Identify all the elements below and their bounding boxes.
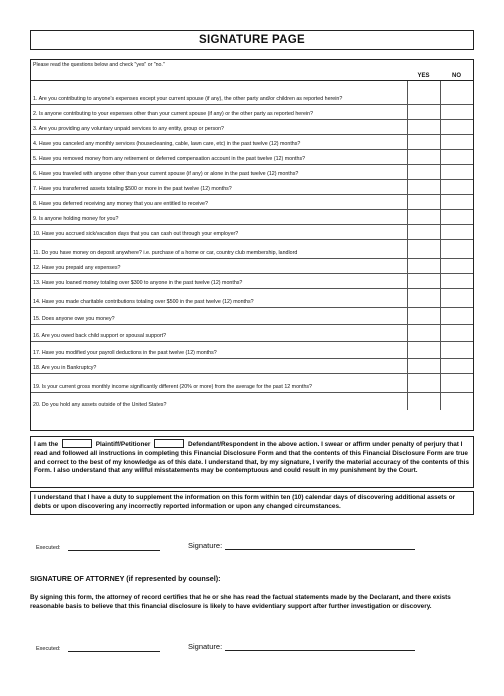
no-checkbox[interactable] bbox=[440, 81, 473, 104]
no-checkbox[interactable] bbox=[440, 274, 473, 288]
yes-checkbox[interactable] bbox=[407, 165, 440, 179]
question-text: 17. Have you modified your payroll deductions in the past twelve (12) months? bbox=[33, 349, 217, 356]
questions-header bbox=[31, 60, 473, 81]
question-row bbox=[31, 325, 473, 342]
no-checkbox[interactable] bbox=[440, 135, 473, 149]
questions-table bbox=[30, 59, 474, 431]
no-checkbox[interactable] bbox=[440, 150, 473, 164]
question-rows bbox=[31, 81, 473, 430]
no-column-header: NO bbox=[452, 73, 461, 79]
declaration-box bbox=[30, 436, 474, 488]
question-text: 7. Have you transferred assets totaling $500 or more in the past twelve (12) months? bbox=[33, 185, 232, 192]
question-row bbox=[31, 259, 473, 274]
question-row bbox=[31, 150, 473, 165]
yes-checkbox[interactable] bbox=[407, 325, 440, 341]
question-text: 10. Have you accrued sick/vacation days that you can cash out through your employer? bbox=[33, 230, 239, 237]
no-checkbox[interactable] bbox=[440, 105, 473, 119]
question-row bbox=[31, 240, 473, 259]
question-text: 18. Are you in Bankruptcy? bbox=[33, 364, 97, 371]
no-checkbox[interactable] bbox=[440, 393, 473, 410]
question-text: 16. Are you owed back child support or spousal support? bbox=[33, 332, 167, 339]
yes-checkbox[interactable] bbox=[407, 342, 440, 358]
executed-line-1 bbox=[36, 543, 160, 551]
yes-checkbox[interactable] bbox=[407, 359, 440, 373]
question-text: 9. Is anyone holding money for you? bbox=[33, 215, 119, 222]
yes-checkbox[interactable] bbox=[407, 195, 440, 209]
question-row bbox=[31, 180, 473, 195]
no-checkbox[interactable] bbox=[440, 240, 473, 258]
question-text: 13. Have you loaned money totaling over $300 to anyone in the past twelve (12) months? bbox=[33, 279, 243, 286]
question-text: 14. Have you made charitable contributions totaling over $500 in the past twelve (12) months? bbox=[33, 298, 254, 305]
signature-field-1[interactable] bbox=[225, 542, 415, 550]
yes-checkbox[interactable] bbox=[407, 393, 440, 410]
yes-checkbox[interactable] bbox=[407, 274, 440, 288]
no-checkbox[interactable] bbox=[440, 120, 473, 134]
question-text: 1. Are you contributing to anyone's expenses except your current spouse (if any), the other party and/or children as reported herein? bbox=[33, 95, 343, 102]
duty-text: I understand that I have a duty to supplement the information on this form within ten (10) calendar days of discovering additional assets or debts or upon discovering any incorrectly reported information or upon any changed circumstances. bbox=[34, 494, 456, 510]
question-row bbox=[31, 342, 473, 359]
question-text: 2. Is anyone contributing to your expenses other than your current spouse (if any) or the other party as reported herein? bbox=[33, 110, 314, 117]
signature-line-2 bbox=[188, 642, 415, 651]
question-row bbox=[31, 165, 473, 180]
question-row bbox=[31, 135, 473, 150]
declaration-i-am: I am the bbox=[34, 441, 59, 448]
question-text: 4. Have you canceled any monthly services (housecleaning, cable, lawn care, etc) in the past twelve (12) months? bbox=[33, 140, 301, 147]
no-checkbox[interactable] bbox=[440, 359, 473, 373]
question-text: 15. Does anyone owe you money? bbox=[33, 315, 115, 322]
question-text: 6. Have you traveled with anyone other than your current spouse (if any) or alone in the past twelve (12) months? bbox=[33, 170, 299, 177]
no-checkbox[interactable] bbox=[440, 259, 473, 273]
no-checkbox[interactable] bbox=[440, 374, 473, 392]
no-checkbox[interactable] bbox=[440, 308, 473, 324]
yes-checkbox[interactable] bbox=[407, 259, 440, 273]
declaration-text: Defendant/Respondent in the above action. I swear or affirm under penalty of perjury that I read and followed all instructions in completing this Financial Disclosure Form and that the contents of this Financial Disclosure Form are true and correct to the best of my knowledge as of this date. I understand that, by my signature, I verify the material accuracy of the contents of this Form. I also understand that any willful misstatements may be contemptuous and could result in my punishment by the Court. bbox=[34, 441, 470, 475]
instructions-text: Please read the questions below and check "yes" or "no." bbox=[33, 62, 165, 68]
question-row bbox=[31, 393, 473, 410]
no-checkbox[interactable] bbox=[440, 195, 473, 209]
question-text: 19. Is your current gross monthly income significantly different (20% or more) from the average for the past 12 months? bbox=[33, 383, 313, 390]
executed-field-1[interactable] bbox=[68, 543, 160, 551]
executed-label-2: Executed: bbox=[36, 646, 61, 652]
signature-label-1: Signature: bbox=[188, 541, 223, 550]
question-text: 20. Do you hold any assets outside of the United States? bbox=[33, 401, 167, 408]
signature-line-1 bbox=[188, 541, 415, 550]
yes-checkbox[interactable] bbox=[407, 150, 440, 164]
question-row bbox=[31, 289, 473, 308]
yes-checkbox[interactable] bbox=[407, 135, 440, 149]
no-checkbox[interactable] bbox=[440, 225, 473, 239]
yes-checkbox[interactable] bbox=[407, 374, 440, 392]
yes-checkbox[interactable] bbox=[407, 308, 440, 324]
question-row bbox=[31, 210, 473, 225]
yes-checkbox[interactable] bbox=[407, 180, 440, 194]
yes-checkbox[interactable] bbox=[407, 81, 440, 104]
no-checkbox[interactable] bbox=[440, 210, 473, 224]
signature-field-2[interactable] bbox=[225, 643, 415, 651]
page-title bbox=[30, 30, 474, 50]
question-row bbox=[31, 81, 473, 105]
yes-checkbox[interactable] bbox=[407, 225, 440, 239]
no-checkbox[interactable] bbox=[440, 325, 473, 341]
yes-checkbox[interactable] bbox=[407, 120, 440, 134]
no-checkbox[interactable] bbox=[440, 289, 473, 307]
attorney-heading: SIGNATURE OF ATTORNEY (if represented by counsel): bbox=[30, 574, 221, 583]
duty-box bbox=[30, 491, 474, 515]
no-checkbox[interactable] bbox=[440, 180, 473, 194]
declaration-plaintiff-label: Plaintiff/Petitioner bbox=[95, 441, 151, 448]
defendant-checkbox[interactable] bbox=[154, 439, 184, 448]
yes-checkbox[interactable] bbox=[407, 105, 440, 119]
attorney-text: By signing this form, the attorney of record certifies that he or she has read the factual statements made by the Declarant, and there exists reasonable basis to believe that this financial disclosure is likely to have evidentiary support after further investigation or discovery. bbox=[30, 594, 451, 610]
no-checkbox[interactable] bbox=[440, 342, 473, 358]
question-row bbox=[31, 120, 473, 135]
question-row bbox=[31, 374, 473, 393]
plaintiff-checkbox[interactable] bbox=[62, 439, 92, 448]
question-text: 12. Have you prepaid any expenses? bbox=[33, 264, 121, 271]
signature-label-2: Signature: bbox=[188, 642, 223, 651]
yes-checkbox[interactable] bbox=[407, 240, 440, 258]
executed-label-1: Executed: bbox=[36, 545, 61, 551]
yes-column-header: YES bbox=[417, 73, 430, 79]
question-row bbox=[31, 105, 473, 120]
question-text: 8. Have you deferred receiving any money that you are entitled to receive? bbox=[33, 200, 208, 207]
page-title-text: SIGNATURE PAGE bbox=[198, 34, 305, 46]
question-text: 3. Are you providing any voluntary unpaid services to any entity, group or person? bbox=[33, 125, 224, 132]
executed-field-2[interactable] bbox=[68, 644, 160, 652]
yes-checkbox[interactable] bbox=[407, 289, 440, 307]
executed-line-2 bbox=[36, 644, 160, 652]
question-row bbox=[31, 225, 473, 240]
question-row bbox=[31, 274, 473, 289]
question-text: 11. Do you have money on deposit anywhere? i.e. purchase of a home or car, country club membership, landlord bbox=[33, 249, 298, 256]
yes-checkbox[interactable] bbox=[407, 210, 440, 224]
question-row bbox=[31, 308, 473, 325]
question-row bbox=[31, 359, 473, 374]
no-checkbox[interactable] bbox=[440, 165, 473, 179]
question-text: 5. Have you removed money from any retirement or deferred compensation account in the past twelve (12) months? bbox=[33, 155, 306, 162]
question-row bbox=[31, 195, 473, 210]
